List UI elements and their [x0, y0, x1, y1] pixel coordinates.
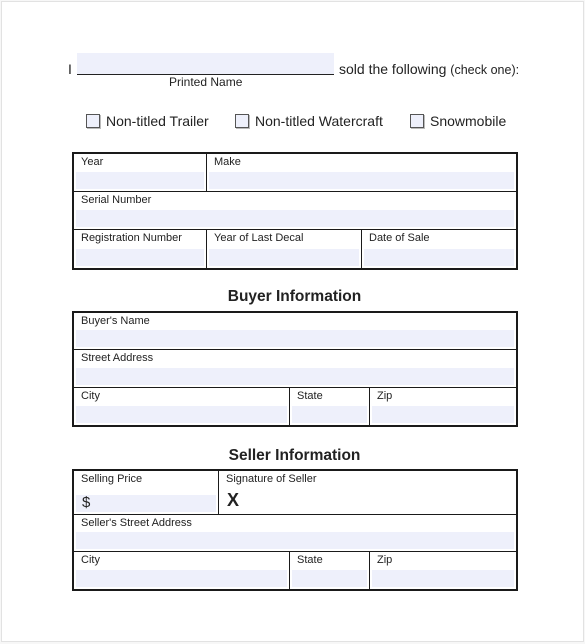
seller-street-address-input[interactable] [76, 532, 514, 549]
seller-zip-label: Zip [377, 554, 393, 566]
buyer-zip-label: Zip [377, 390, 393, 402]
year-of-last-decal-field[interactable] [207, 230, 362, 268]
vehicle-row-1 [74, 154, 516, 192]
buyer-street-address-label: Street Address [81, 352, 154, 364]
option-non-titled-watercraft[interactable] [235, 113, 383, 129]
checkbox-non-titled-trailer[interactable] [86, 114, 100, 128]
checkbox-non-titled-watercraft[interactable] [235, 114, 249, 128]
dollar-sign: $ [82, 494, 91, 511]
buyer-row-1 [74, 313, 516, 350]
checkbox-snowmobile[interactable] [410, 114, 424, 128]
option-non-titled-trailer[interactable] [86, 113, 209, 129]
buyer-city-label: City [81, 390, 100, 402]
printed-name-input[interactable] [77, 53, 334, 75]
buyers-name-field[interactable] [74, 313, 516, 349]
selling-price-input[interactable] [76, 495, 216, 512]
registration-number-input[interactable] [76, 249, 204, 266]
seller-information-title: Seller Information [228, 447, 361, 464]
seller-table [72, 469, 518, 591]
buyer-state-field[interactable] [290, 388, 370, 425]
vehicle-row-3 [74, 230, 516, 268]
serial-number-field[interactable] [74, 192, 516, 229]
buyer-table [72, 311, 518, 427]
buyers-name-input[interactable] [76, 330, 514, 347]
signature-of-seller-field[interactable] [219, 471, 516, 514]
year-of-last-decal-label: Year of Last Decal [214, 232, 304, 244]
seller-street-address-field[interactable] [74, 515, 516, 551]
make-label: Make [214, 156, 241, 168]
buyer-city-field[interactable] [74, 388, 290, 425]
buyer-street-address-input[interactable] [76, 368, 514, 385]
seller-row-1 [74, 471, 516, 515]
seller-row-3 [74, 552, 516, 589]
seller-state-field[interactable] [290, 552, 370, 589]
buyer-row-2 [74, 350, 516, 388]
intro-prefix: I [68, 61, 72, 77]
year-field[interactable] [74, 154, 207, 191]
check-one-text: (check one): [450, 63, 520, 77]
option-snowmobile[interactable] [410, 113, 506, 129]
option-label: Non-titled Trailer [106, 113, 209, 129]
seller-city-field[interactable] [74, 552, 290, 589]
seller-state-input[interactable] [292, 570, 367, 587]
seller-zip-input[interactable] [372, 570, 514, 587]
buyer-row-3 [74, 388, 516, 425]
signature-x-mark: X [227, 490, 240, 510]
serial-number-input[interactable] [76, 210, 514, 227]
seller-state-label: State [297, 554, 323, 566]
option-label: Non-titled Watercraft [255, 113, 383, 129]
make-input[interactable] [209, 172, 514, 189]
year-input[interactable] [76, 172, 204, 189]
sold-text: sold the following (check one): [339, 61, 520, 77]
registration-number-field[interactable] [74, 230, 207, 268]
bill-of-sale-form [1, 1, 584, 642]
buyer-zip-input[interactable] [372, 406, 514, 423]
buyer-street-address-field[interactable] [74, 350, 516, 387]
date-of-sale-input[interactable] [364, 249, 514, 266]
option-label: Snowmobile [430, 113, 507, 129]
make-field[interactable] [207, 154, 516, 191]
selling-price-field[interactable] [74, 471, 219, 514]
buyer-information-title: Buyer Information [227, 288, 362, 305]
year-of-last-decal-input[interactable] [209, 249, 359, 266]
buyers-name-label: Buyer's Name [81, 315, 150, 327]
seller-zip-field[interactable] [370, 552, 516, 589]
buyer-zip-field[interactable] [370, 388, 516, 425]
buyer-state-input[interactable] [292, 406, 367, 423]
printed-name-label: Printed Name [169, 75, 243, 89]
vehicle-table [72, 152, 518, 270]
seller-row-2 [74, 515, 516, 552]
date-of-sale-label: Date of Sale [369, 232, 430, 244]
seller-city-label: City [81, 554, 100, 566]
buyer-state-label: State [297, 390, 323, 402]
serial-number-label: Serial Number [81, 194, 152, 206]
signature-of-seller-label: Signature of Seller [226, 473, 317, 485]
year-label: Year [81, 156, 104, 168]
selling-price-label: Selling Price [81, 473, 143, 485]
seller-city-input[interactable] [76, 570, 287, 587]
registration-number-label: Registration Number [81, 232, 182, 244]
seller-street-address-label: Seller's Street Address [81, 517, 192, 529]
date-of-sale-field[interactable] [362, 230, 516, 268]
vehicle-row-2 [74, 192, 516, 230]
buyer-city-input[interactable] [76, 406, 287, 423]
